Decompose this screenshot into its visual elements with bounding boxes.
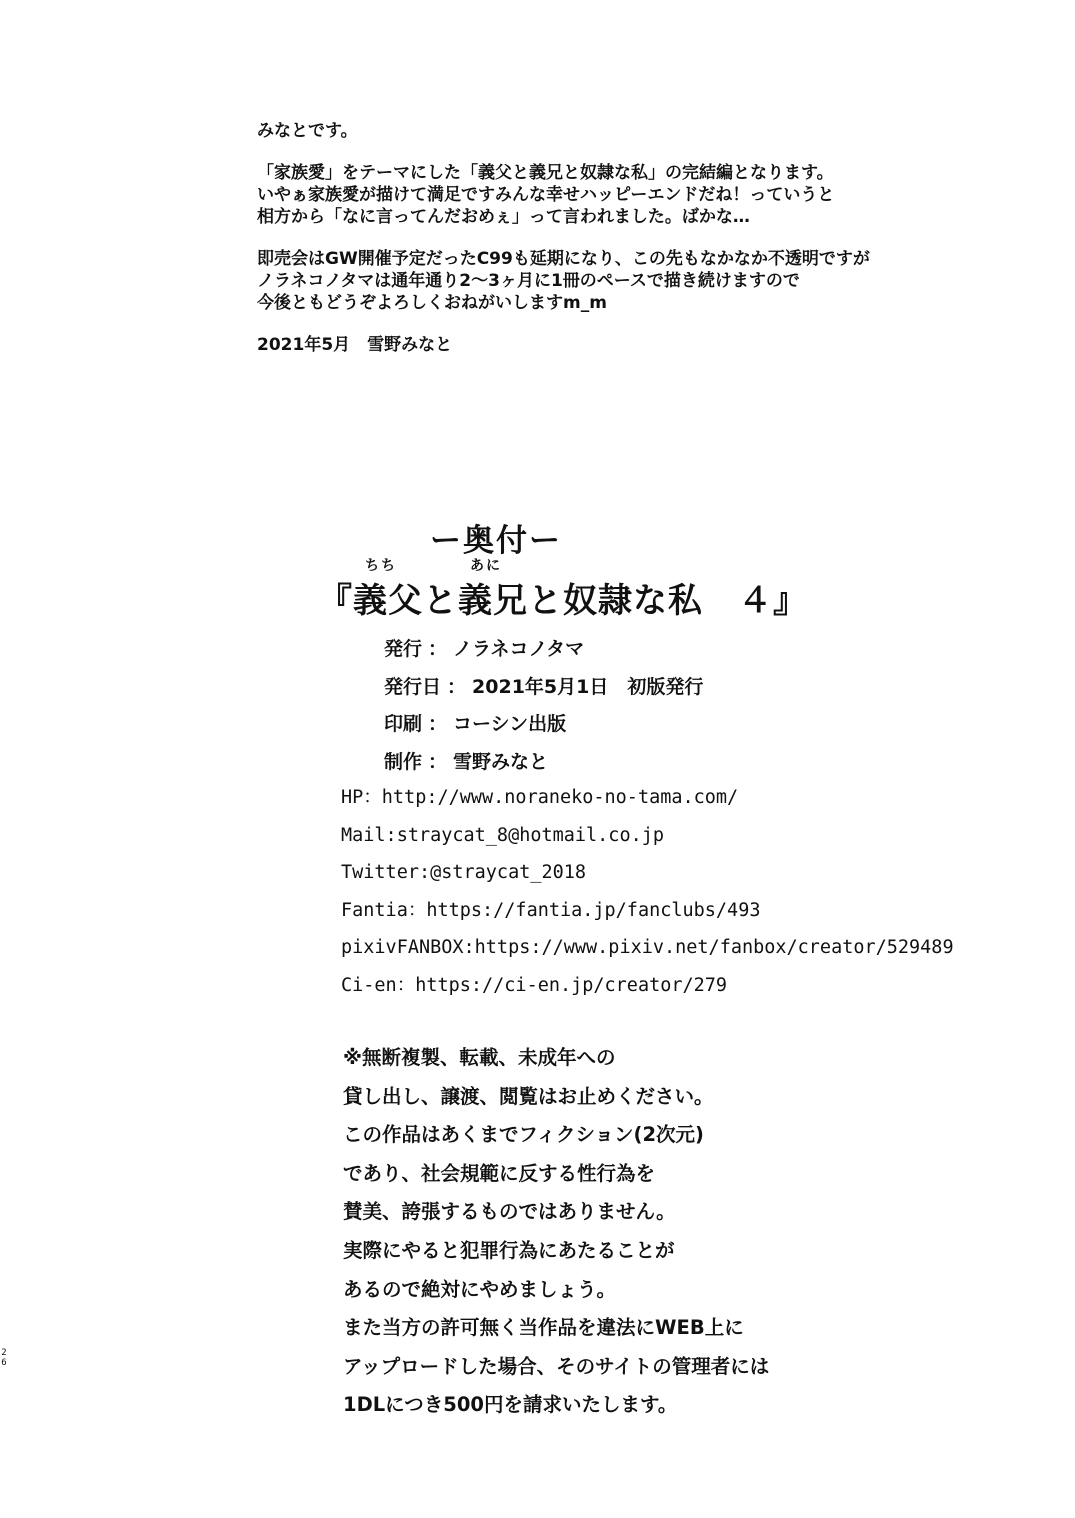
paragraph-gap — [257, 314, 957, 334]
info-separator: ： — [428, 750, 448, 773]
notice-line: この作品はあくまでフィクション(2次元) — [343, 1123, 704, 1147]
link-fantia: Fantia：https://fantia.jp/fanclubs/493 — [341, 899, 761, 921]
notice-line: アップロードした場合、そのサイトの管理者には — [343, 1354, 770, 1378]
afterword-line: 相方から「なに言ってんだおめぇ」って言われました。ばかな… — [257, 207, 750, 227]
afterword-line: ノラネコノタマは通年通り2～3ヶ月に1冊のペースで描き続けますので — [257, 271, 800, 291]
info-separator: ： — [428, 638, 448, 660]
info-row-date — [384, 672, 703, 710]
info-value: 2021年5月1日 初版発行 — [472, 675, 704, 698]
info-value: コーシン出版 — [453, 713, 567, 735]
info-label: 発行日 — [384, 675, 442, 698]
notice-line: また当方の許可無く当作品を違法にWEB上に — [343, 1316, 744, 1340]
book-title: 『義父と義兄と奴隷な私 ４』 — [318, 581, 808, 621]
afterword-signature: 2021年5月 雪野みなと — [257, 335, 453, 355]
publication-info — [384, 634, 703, 784]
link-ci-en: Ci-en：https://ci-en.jp/creator/279 — [341, 974, 728, 996]
title-ruby-chichi: ちち — [365, 558, 397, 574]
info-row-printer — [384, 709, 703, 747]
link-mail: Mail:straycat_8@hotmail.co.jp — [341, 824, 665, 846]
link-twitter: Twitter:@straycat_2018 — [341, 862, 587, 884]
afterword-line: みなとです。 — [257, 121, 358, 141]
info-label: 制作 — [384, 750, 423, 773]
afterword-line: いやぁ家族愛が描けて満足ですみんな幸せハッピーエンドだね！っていうと — [257, 185, 835, 205]
notice-line: 1DLにつき500円を請求いたします。 — [343, 1393, 678, 1417]
paragraph-gap — [257, 142, 957, 162]
page-number — [0, 1348, 8, 1368]
info-label: 発行 — [384, 638, 423, 660]
info-label: 印刷 — [384, 713, 423, 735]
book-title-block — [318, 555, 838, 625]
afterword-line: 即売会はGW開催予定だったC99も延期になり、この先もなかなか不透明ですが — [257, 249, 870, 269]
colophon-heading: ー奥付ー — [430, 523, 562, 559]
link-pixiv-fanbox: pixivFANBOX:https://www.pixiv.net/fanbox/creator/529489 — [341, 937, 954, 959]
paragraph-gap — [257, 228, 957, 248]
notice-line: であり、社会規範に反する性行為を — [343, 1161, 656, 1185]
info-value: 雪野みなと — [453, 750, 549, 773]
page-number-digit: 6 — [1, 1358, 7, 1368]
info-separator: ： — [428, 713, 448, 735]
page-number-digit: 2 — [1, 1348, 7, 1358]
info-row-publisher — [384, 634, 703, 672]
info-value: ノラネコノタマ — [453, 638, 585, 660]
info-row-author — [384, 747, 703, 785]
contact-links — [341, 783, 954, 1009]
notice-line: あるので絶対にやめましょう。 — [343, 1277, 617, 1301]
info-separator: ： — [447, 675, 467, 698]
afterword-section — [257, 120, 957, 356]
title-ruby-ani: あに — [470, 558, 502, 574]
afterword-line: 今後ともどうぞよろしくおねがいしますm_m — [257, 293, 607, 313]
afterword-line: 「家族愛」をテーマにした「義父と義兄と奴隷な私」の完結編となります。 — [257, 163, 834, 183]
link-homepage: HP：http://www.noraneko-no-tama.com/ — [341, 787, 739, 808]
legal-notice — [343, 1043, 769, 1429]
notice-line: ※無断複製、転載、未成年への — [343, 1046, 616, 1069]
notice-line: 貸し出し、譲渡、閲覧はお止めください。 — [343, 1084, 714, 1108]
notice-line: 実際にやると犯罪行為にあたることが — [343, 1238, 675, 1262]
notice-line: 賛美、誇張するものではありません。 — [343, 1200, 676, 1224]
